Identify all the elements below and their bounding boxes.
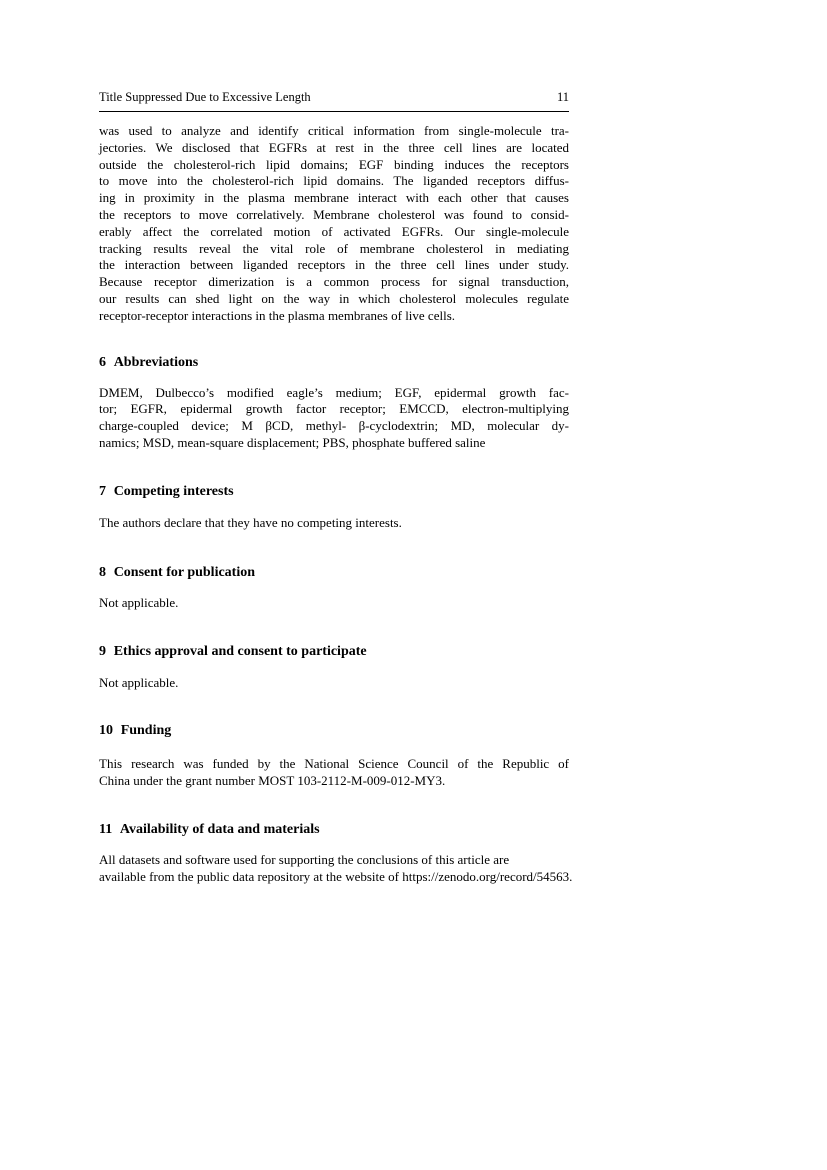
- section-title: Availability of data and materials: [119, 821, 320, 837]
- section-title: Competing interests: [113, 483, 234, 499]
- ethics-paragraph: [99, 675, 569, 692]
- paragraph-line: receptor-receptor interactions in the plasma membranes of live cells.: [99, 307, 456, 323]
- abbreviations-paragraph: [99, 385, 569, 452]
- section-title: Consent for publication: [113, 564, 256, 580]
- page-number: 11: [556, 90, 569, 104]
- section-number: 8: [99, 564, 106, 580]
- section-heading-ethics-approval: [99, 643, 569, 661]
- section-number: 11: [99, 821, 113, 837]
- paragraph-line: The authors declare that they have no competing interests.: [99, 514, 402, 530]
- section-heading-availability: [99, 821, 569, 839]
- paragraph-line: the receptors to move correlatively. Membrane cholesterol was found to consid-: [99, 206, 569, 222]
- competing-interests-paragraph: [99, 515, 569, 532]
- paragraph-line: charge-coupled device; M βCD, methyl- β-cyclodextrin; MD, molecular dy-: [99, 418, 569, 434]
- section-heading-abbreviations: [99, 354, 569, 372]
- paragraph-line-with-url: available from the public data repository at the website of https://zenodo.org/record/54563.: [99, 868, 573, 884]
- section-number: 7: [99, 483, 106, 499]
- text-column: [99, 0, 573, 885]
- funding-paragraph: [99, 756, 569, 790]
- paragraph-line: to move into the cholesterol-rich lipid domains. The liganded receptors diffus-: [99, 173, 569, 189]
- section-number: 6: [99, 354, 106, 370]
- paragraph-line: tor; EGFR, epidermal growth factor receptor; EMCCD, electron-multiplying: [99, 401, 569, 417]
- paragraph-line: jectories. We disclosed that EGFRs at rest in the three cell lines are located: [99, 139, 569, 155]
- paragraph-line: tracking results reveal the vital role of membrane cholesterol in mediating: [99, 240, 569, 256]
- paragraph-line: outside the cholesterol-rich lipid domains; EGF binding induces the receptors: [99, 156, 569, 172]
- consent-paragraph: [99, 595, 569, 612]
- running-title: Title Suppressed Due to Excessive Length: [99, 90, 311, 104]
- header-rule: [99, 111, 569, 112]
- paragraph-line: This research was funded by the National Science Council of the Republic of: [99, 756, 569, 772]
- paragraph-line: was used to analyze and identify critical information from single-molecule tra-: [99, 123, 569, 138]
- section-heading-consent-for-publication: [99, 564, 569, 582]
- intro-paragraph: [99, 123, 569, 325]
- section-heading-competing-interests: [99, 483, 569, 501]
- section-heading-funding: [99, 722, 569, 740]
- section-number: 9: [99, 644, 106, 660]
- paragraph-line: All datasets and software used for supporting the conclusions of this article are: [99, 851, 510, 867]
- paragraph-line: Not applicable.: [99, 594, 179, 610]
- section-title: Ethics approval and consent to participate: [113, 644, 367, 660]
- paragraph-line: DMEM, Dulbecco’s modified eagle’s medium; EGF, epidermal growth fac-: [99, 384, 569, 400]
- section-number: 10: [99, 723, 113, 739]
- section-title: Funding: [120, 723, 172, 739]
- paragraph-line: China under the grant number MOST 103-2112-M-009-012-MY3.: [99, 772, 446, 788]
- paragraph-line: namics; MSD, mean-square displacement; PBS, phosphate buffered saline: [99, 434, 486, 450]
- section-title: Abbreviations: [113, 354, 199, 370]
- paragraph-line: erably affect the correlated motion of activated EGFRs. Our single-molecule: [99, 223, 569, 239]
- paragraph-line: Not applicable.: [99, 675, 179, 691]
- availability-paragraph: [99, 851, 573, 886]
- running-header: [99, 90, 569, 105]
- paragraph-line: our results can shed light on the way in which cholesterol molecules regulate: [99, 290, 569, 306]
- paragraph-line: Because receptor dimerization is a common process for signal transduction,: [99, 274, 569, 290]
- paragraph-line: the interaction between liganded receptors in the three cell lines under study.: [99, 257, 569, 273]
- paragraph-line: ing in proximity in the plasma membrane interact with each other that causes: [99, 190, 569, 206]
